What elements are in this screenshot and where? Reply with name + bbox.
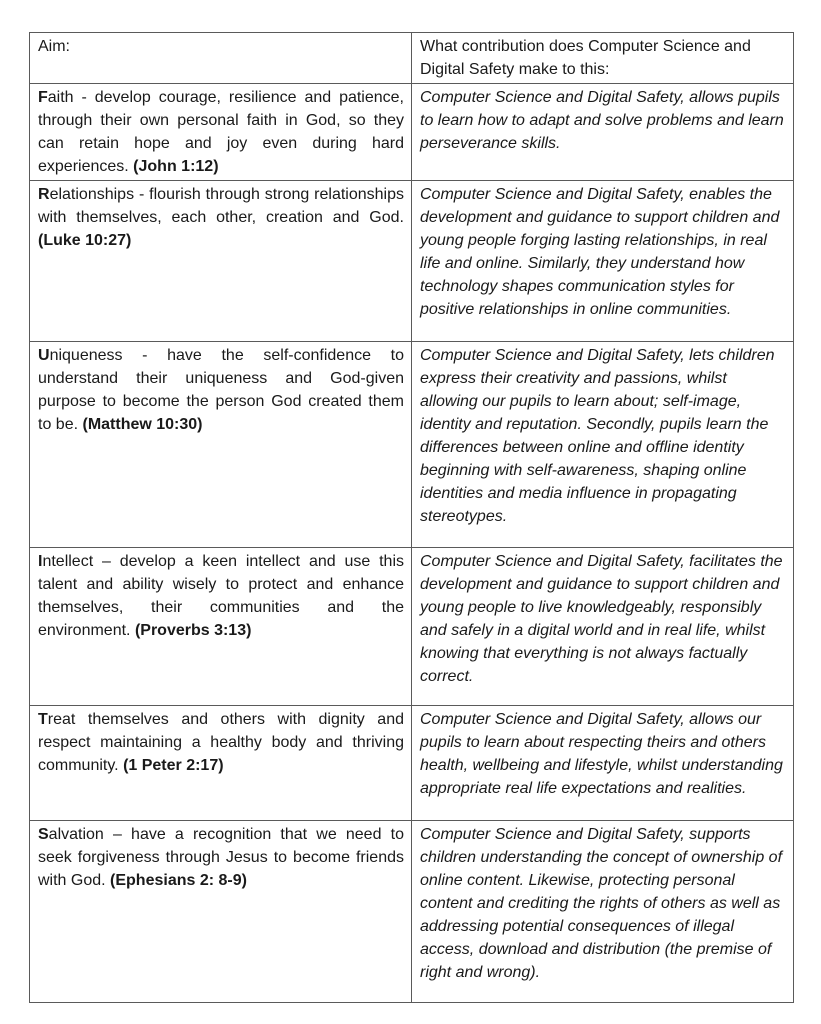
- table-header-row: [30, 33, 794, 84]
- table-row: [30, 548, 794, 706]
- aim-initial: I: [38, 553, 43, 570]
- scripture-reference: (John 1:12): [133, 158, 219, 175]
- scripture-reference: (Matthew 10:30): [82, 416, 203, 433]
- aim-cell-intellect: [30, 548, 412, 706]
- aim-text: alvation – have a recognition that we need to seek forgiveness through Jesus to become friends with God.: [38, 826, 404, 889]
- aim-cell-faith: [30, 84, 412, 181]
- aim-initial: T: [38, 711, 48, 728]
- table-row: [30, 84, 794, 181]
- table-row: [30, 706, 794, 821]
- aim-text: aith - develop courage, resilience and patience, through their own personal faith in God, so they can retain hope and joy even during hard experiences.: [38, 89, 404, 175]
- contribution-cell-relationships: Computer Science and Digital Safety, enables the development and guidance to support children and young people forging lasting relationships, in real life and online. Similarly, they understand how technology shapes communication styles for positive relationships in online communities.: [412, 181, 794, 342]
- table-row: [30, 821, 794, 1003]
- aim-cell-relationships: [30, 181, 412, 342]
- aim-text: niqueness - have the self-confidence to understand their uniqueness and God-given purpose to become the person God created them to be.: [38, 347, 404, 433]
- aim-initial: S: [38, 826, 49, 843]
- aim-cell-uniqueness: [30, 342, 412, 548]
- scripture-reference: (Ephesians 2: 8-9): [110, 872, 247, 889]
- table-row: [30, 342, 794, 548]
- aim-initial: U: [38, 347, 50, 364]
- scripture-reference: (Proverbs 3:13): [134, 622, 252, 639]
- contribution-cell-faith: Computer Science and Digital Safety, allows pupils to learn how to adapt and solve problems and learn perseverance skills.: [412, 84, 794, 181]
- aim-text: reat themselves and others with dignity and respect maintaining a healthy body and thriving community.: [38, 711, 404, 774]
- scripture-reference: (1 Peter 2:17): [123, 757, 224, 774]
- aim-cell-treat: [30, 706, 412, 821]
- table-row: [30, 181, 794, 342]
- aim-cell-salvation: [30, 821, 412, 1003]
- aims-contribution-table: [29, 32, 794, 1003]
- header-contribution: What contribution does Computer Science and Digital Safety make to this:: [412, 33, 794, 84]
- scripture-reference: (Luke 10:27): [38, 232, 132, 249]
- contribution-cell-treat: Computer Science and Digital Safety, allows our pupils to learn about respecting theirs and others health, wellbeing and lifestyle, whilst understanding appropriate real life expectations and realities.: [412, 706, 794, 821]
- contribution-cell-intellect: Computer Science and Digital Safety, facilitates the development and guidance to support children and young people to live knowledgeably, responsibly and safely in a digital world and in real life, whilst knowing that everything is not always factually correct.: [412, 548, 794, 706]
- contribution-cell-salvation: Computer Science and Digital Safety, supports children understanding the concept of ownership of online content. Likewise, protecting personal content and crediting the rights of others as well as addressing potential consequences of illegal access, download and distribution (the premise of right and wrong).: [412, 821, 794, 1003]
- aim-initial: F: [38, 89, 48, 106]
- aim-initial: R: [38, 186, 50, 203]
- contribution-cell-uniqueness: Computer Science and Digital Safety, lets children express their creativity and passions, whilst allowing our pupils to learn about; self-image, identity and reputation. Secondly, pupils learn the differences between online and offline identity beginning with self-awareness, shaping online identities and media influence in propagating stereotypes.: [412, 342, 794, 548]
- aim-text: elationships - flourish through strong relationships with themselves, each other, creation and God.: [38, 186, 404, 226]
- header-aim: Aim:: [30, 33, 412, 84]
- aim-text: ntellect – develop a keen intellect and use this talent and ability wisely to protect and enhance themselves, their communities and the environment.: [38, 553, 404, 639]
